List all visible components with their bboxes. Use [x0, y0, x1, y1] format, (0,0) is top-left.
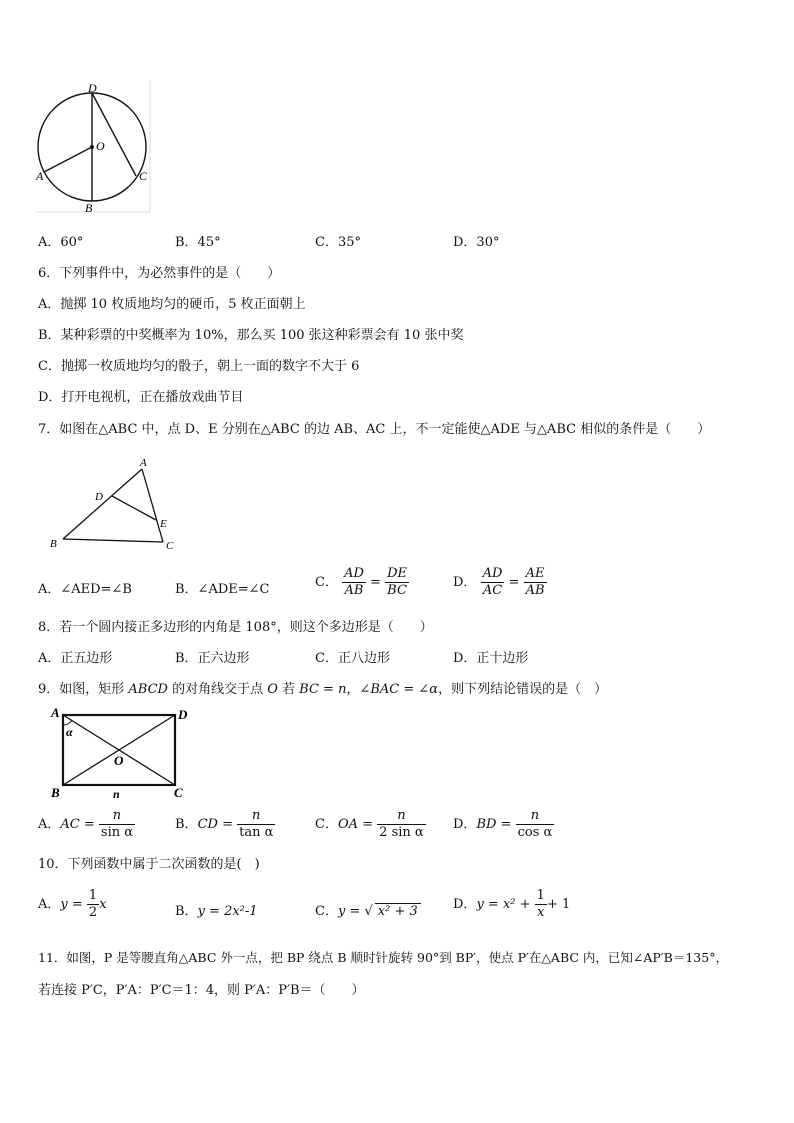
q5-option-d: D．30°: [453, 235, 500, 250]
triangle-figure: [45, 455, 185, 555]
equals: =: [370, 575, 381, 590]
q7-option-d: [453, 566, 547, 599]
equals: =: [508, 575, 520, 590]
label-alpha: α: [66, 725, 73, 739]
fraction: $\frac{AD}{AB}$: [344, 566, 364, 598]
q11-line2: 若连接 P′C，P′A：P′C＝1：4，则 P′A：P′B＝（ ）: [38, 983, 365, 998]
label-C: C: [166, 540, 174, 552]
q8-option-b: B．正六边形: [175, 651, 250, 666]
radicand: x² + 3: [375, 903, 421, 919]
label-B: B: [85, 201, 93, 215]
q7-c-prefix: C．: [315, 575, 338, 590]
label-D: D: [178, 707, 188, 722]
q6-option-a: A．抛掷 10 枚质地均匀的硬币，5 枚正面朝上: [38, 297, 306, 312]
q9-option-b: B．CD = $\frac{n}{\text{tan α}}$: [175, 808, 274, 840]
q10-option-c: C．y = √ x² + 3: [315, 900, 421, 919]
q7-stem: 7．如图在△ABC 中，点 D、E 分别在△ABC 的边 AB、AC 上，不一定能使△ADE 与△ABC 相似的条件是（ ）: [38, 422, 711, 437]
q8-stem: 8．若一个圆内接正多边形的内角是 108°，则这个多边形是（ ）: [38, 620, 433, 635]
label-B: B: [51, 785, 60, 800]
label-C: C: [174, 785, 183, 800]
rectangle-figure: [45, 703, 205, 803]
label-B: B: [50, 538, 57, 550]
label-A: A: [36, 169, 44, 183]
label-A: A: [51, 705, 60, 720]
q9-option-d: D．BD = $\frac{n}{\text{cos α}}$: [453, 808, 553, 840]
label-D: D: [88, 81, 97, 95]
q6-option-d: D．打开电视机，正在播放戏曲节目: [38, 390, 244, 405]
q6-option-b: B．某种彩票的中奖概率为 10%，那么买 100 张这种彩票会有 10 张中奖: [38, 328, 464, 343]
q9-option-a: A．AC = $\frac{n}{\text{sin α}}$: [38, 808, 134, 840]
fraction: $\frac{n}{\text{tan α}}$: [239, 808, 274, 840]
fraction: $\frac{AE}{AB}$: [525, 566, 545, 598]
q10-option-b: B．y = 2x²-1: [175, 904, 258, 919]
q8-option-c: C．正八边形: [315, 651, 390, 666]
q10-option-a: A．y = $\frac{1}{2}$ x: [38, 888, 107, 920]
q7-d-prefix: D．: [453, 575, 477, 590]
label-n: n: [113, 787, 120, 801]
fraction: $\frac{n}{\text{cos α}}$: [517, 808, 553, 840]
q7-option-c: [315, 566, 409, 599]
fraction: $\frac{1}{x}$: [536, 888, 545, 920]
q6-stem: 6．下列事件中，为必然事件的是（ ）: [38, 266, 281, 281]
q8-option-a: A．正五边形: [38, 651, 113, 666]
q11-line1: 11．如图，P 是等腰直角△ABC 外一点，把 BP 绕点 B 顺时针旋转 90°到 BP′，使点 P′在△ABC 内，已知∠AP′B＝135°，: [38, 950, 728, 965]
circle-figure: [30, 80, 160, 215]
fraction: $\frac{n}{\text{sin α}}$: [100, 808, 134, 840]
q9-stem: 9．如图，矩形 ABCD 的对角线交于点 O 若 BC = n，∠BAC = ∠α，则下列结论错误的是（ ）: [38, 682, 608, 697]
label-E: E: [160, 518, 167, 530]
label-D: D: [95, 491, 103, 503]
fraction: $\frac{AD}{AC}$: [482, 566, 503, 598]
fraction: $\frac{n}{\text{2 sin α}}$: [379, 808, 424, 840]
fraction: $\frac{1}{2}$: [88, 888, 98, 920]
label-O: O: [114, 753, 124, 768]
q5-option-c: C．35°: [315, 235, 361, 250]
q10-option-d: D．y = x² + $\frac{1}{x}$ + 1: [453, 888, 571, 920]
q6-option-c: C．抛掷一枚质地均匀的骰子，朝上一面的数字不大于 6: [38, 359, 360, 374]
q7-option-b: B．∠ADE=∠C: [175, 582, 270, 597]
q10-stem: 10．下列函数中属于二次函数的是( ): [38, 857, 260, 872]
q5-option-a: A．60°: [38, 235, 84, 250]
q8-option-d: D．正十边形: [453, 651, 529, 666]
label-O: O: [96, 139, 105, 153]
q9-option-c: C．OA = $\frac{n}{\text{2 sin α}}$: [315, 808, 424, 840]
q5-option-b: B．45°: [175, 235, 221, 250]
q7-option-a: A．∠AED=∠B: [38, 582, 132, 597]
label-A: A: [140, 457, 147, 469]
label-C: C: [139, 169, 148, 183]
fraction: $\frac{DE}{BC}$: [387, 566, 408, 598]
